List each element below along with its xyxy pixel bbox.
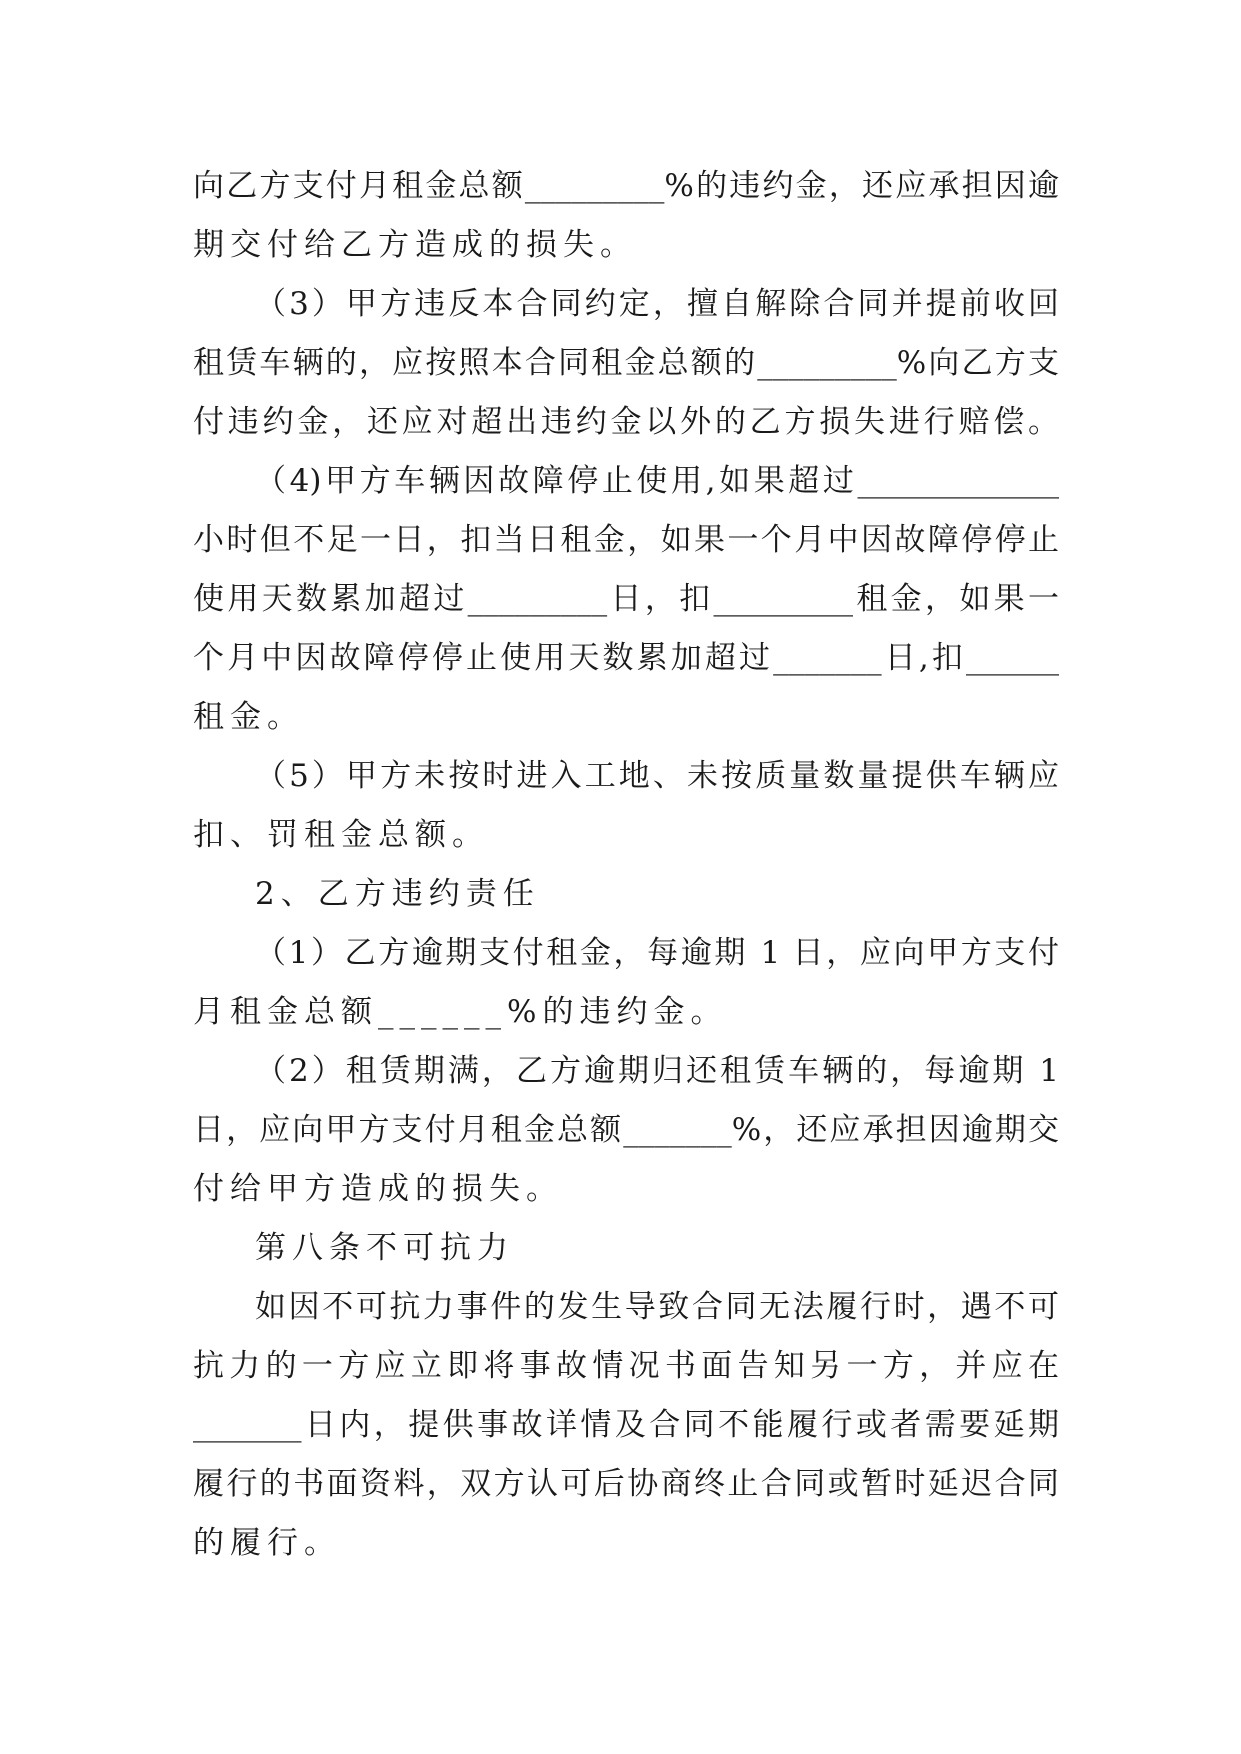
text-line: 使用天数累加超过_________日，扣_________租金，如果一	[193, 581, 1059, 617]
text-line: 如因不可抗力事件的发生导致合同无法履行时，遇不可	[255, 1289, 1059, 1325]
text-line: 付违约金，还应对超出违约金以外的乙方损失进行赔偿。	[193, 404, 1059, 440]
text-line: （4)甲方车辆因故障停止使用,如果超过_____________	[255, 463, 1059, 499]
text-line: 付给甲方造成的损失。	[193, 1171, 563, 1207]
text-line: 租金。	[193, 699, 304, 735]
text-line: 扣、罚租金总额。	[193, 817, 489, 853]
text-line: （1）乙方逾期支付租金，每逾期 1 日，应向甲方支付	[255, 935, 1059, 971]
text-line: 履行的书面资料，双方认可后协商终止合同或暂时延迟合同	[193, 1466, 1059, 1502]
article-heading: 第八条不可抗力	[255, 1230, 514, 1266]
text-line: （3）甲方违反本合同约定，擅自解除合同并提前收回	[255, 286, 1059, 322]
text-line: 小时但不足一日，扣当日租金，如果一个月中因故障停停止	[193, 522, 1059, 558]
text-line: 抗力的一方应立即将事故情况书面告知另一方，并应在	[193, 1348, 1059, 1384]
text-line: （2）租赁期满，乙方逾期归还租赁车辆的，每逾期 1	[255, 1053, 1059, 1089]
section-heading: 2、乙方违约责任	[255, 876, 540, 912]
text-line: 日，应向甲方支付月租金总额_______%，还应承担因逾期交	[193, 1112, 1059, 1148]
document-body	[193, 157, 1059, 1573]
text-line: 月租金总额______%的违约金。	[193, 994, 728, 1030]
text-line: 租赁车辆的，应按照本合同租金总额的_________%向乙方支	[193, 345, 1059, 381]
text-line: （5）甲方未按时进入工地、未按质量数量提供车辆应	[255, 758, 1059, 794]
text-line: 期交付给乙方造成的损失。	[193, 227, 637, 263]
text-line: 个月中因故障停停止使用天数累加超过_______日,扣______	[193, 640, 1059, 676]
text-line: 的履行。	[193, 1525, 341, 1561]
text-line: 向乙方支付月租金总额_________%的违约金，还应承担因逾	[193, 168, 1059, 204]
text-line: _______日内，提供事故详情及合同不能履行或者需要延期	[193, 1407, 1059, 1443]
